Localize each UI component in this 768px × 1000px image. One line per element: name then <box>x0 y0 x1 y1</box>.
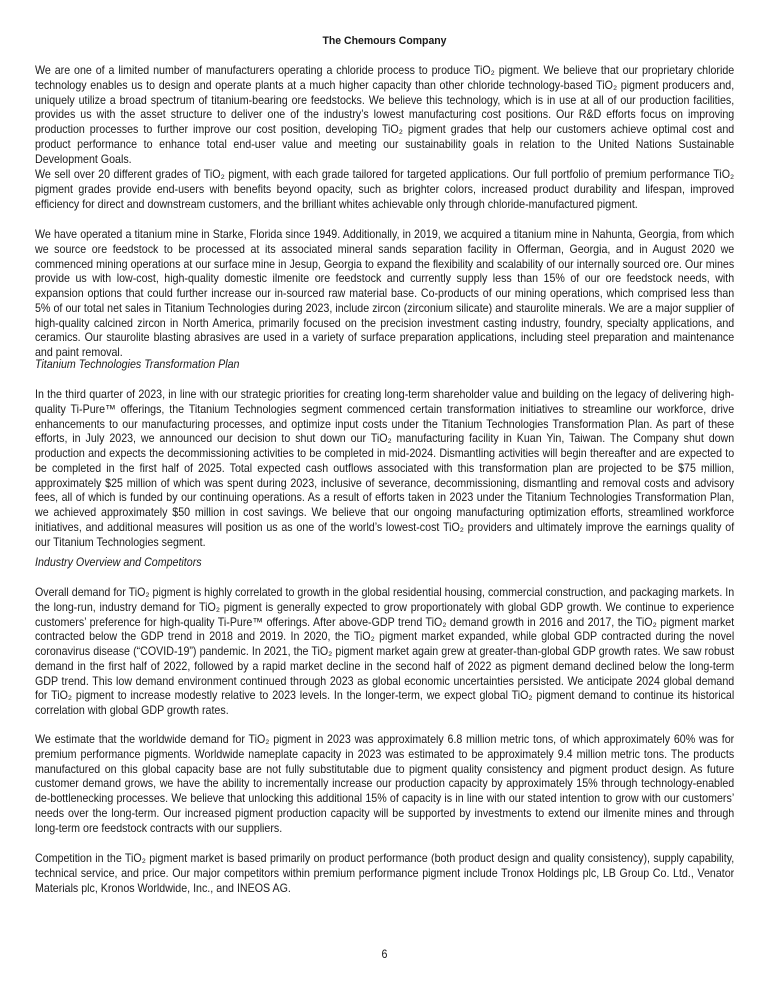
section-heading-industry-overview: Industry Overview and Competitors <box>35 556 202 569</box>
page-number: 6 <box>381 948 388 961</box>
paragraph-chloride-process: We are one of a limited number of manufacturers operating a chloride process to produce TiO₂ pigment. We believe that our proprietary chloride technology enables us to design and operate plants at a much higher capacity than other chloride technology-based TiO₂ pigment producers and, uniquely utilize a broad spectrum of titanium-bearing ore feedstocks. We believe this technology, which is in use at all of our production facilities, provides us with the asset structure to deliver one of the industry’s lowest manufacturing cost positions. Our R&D efforts focus on improving production processes to further improve our cost position, developing TiO₂ pigment grades that help our customers achieve optimal cost and product performance to enhance total end-user value and meeting our sustainability goals in relation to the United Nations Sustainable Development Goals. <box>35 64 735 166</box>
paragraph-titanium-mines: We have operated a titanium mine in Starke, Florida since 1949. Additionally, in 2019, we acquired a titanium mine in Nahunta, Georgia, from which we source ore feedstock to be processed at its associated mineral sands separation facility in Offerman, Georgia, and in August 2020 we commenced mining operations at our surface mine in Jesup, Georgia to expand the flexibility and scalability of our internally sourced ore. Our mines provide us with low-cost, high-quality domestic ilmenite ore feedstock and currently supply less than 15% of our ore feedstock needs, with expansion options that could further increase our in-sourced raw material base. Co-products of our mining operations, which comprised less than 5% of our total net sales in Titanium Technologies during 2023, include zircon (zirconium silicate) and staurolite minerals. We are a major supplier of high-quality calcined zircon in North America, primarily focused on the precision investment casting industry, foundry, specialty applications, and ceramics. Our staurolite blasting abrasives are used in a variety of surface preparation applications, including steel preparation and maintenance and paint removal. <box>35 228 735 359</box>
paragraph-industry-demand: Overall demand for TiO₂ pigment is highly correlated to growth in the global residential housing, commercial construction, and packaging markets. In the long-run, industry demand for TiO₂ pigment is generally expected to grow proportionately with global GDP growth. We continue to experience customers’ preference for high-quality Ti-Pure™ offerings. After above-GDP trend TiO₂ demand growth in 2016 and 2017, the TiO₂ pigment market contracted below the GDP trend in 2018 and 2019. In 2020, the TiO₂ pigment market expanded, while global GDP contracted during the novel coronavirus disease (“COVID-19”) pandemic. In 2021, the TiO₂ pigment market again grew at greater-than-global GDP growth rates. We saw robust demand in the first half of 2022, followed by a rapid market decline in the second half of 2022 as pigment demand declined below the long-term GDP trend. This low demand environment continued through 2023 as global economic uncertainties persisted. We anticipate 2024 global demand for TiO₂ pigment to increase modestly relative to 2023 levels. In the longer-term, we expect global TiO₂ pigment demand to continue its historical correlation with global GDP growth rates. <box>35 586 735 717</box>
paragraph-worldwide-demand: We estimate that the worldwide demand for TiO₂ pigment in 2023 was approximately 6.8 million metric tons, of which approximately 60% was for premium performance pigments. Worldwide nameplate capacity in 2023 was estimated to be approximately 9.4 million metric tons. The products manufactured on this global capacity base are not fully substitutable due to pigment quality consistency and pigment product design. As future customer demand grows, we have the ability to incrementally increase our production capacity by approximately 15% through technology-enabled de-bottlenecking processes. We believe that unlocking this additional 15% of capacity is in line with our stated intention to grow with our customers’ needs over the long-term. Our increased pigment production capacity will be supported by investments to extend our ilmenite mines and through long-term ore feedstock contracts with our suppliers. <box>35 733 735 835</box>
paragraph-transformation-plan: In the third quarter of 2023, in line with our strategic priorities for creating long-term shareholder value and building on the legacy of delivering high-quality Ti-Pure™ offerings, the Titanium Technologies segment commenced certain transformation initiatives to streamline our workforce, drive enhancements to our manufacturing processes, and optimize input costs under the Titanium Technologies Transformation Plan. As part of these efforts, in July 2023, we announced our decision to shut down our TiO₂ manufacturing facility in Kuan Yin, Taiwan. The Company shut down production and expects the decommissioning activities to be completed in mid-2024. Dismantling activities will begin thereafter and are expected to be completed in the first half of 2025. Total expected cash outflows associated with this transformation plan are projected to be $75 million, approximately $25 million of which was spent during 2023, inclusive of severance, decommissioning, dismantling and removal costs and advisory fees, all of which is funded by our continuing operations. As a result of efforts taken in 2023 under the Titanium Technologies Transformation Plan, we achieved approximately $50 million in cost savings. We believe that our ongoing manufacturing optimization efforts, streamlined workforce initiatives, and additional measures will position us as one of the world’s lowest-cost TiO₂ providers and ultimately improve the earnings quality of our Titanium Technologies segment. <box>35 388 735 549</box>
paragraph-pigment-grades: We sell over 20 different grades of TiO₂ pigment, with each grade tailored for targeted applications. Our full portfolio of premium performance TiO₂ pigment grades provide end-users with benefits beyond opacity, such as brighter colors, increased product durability and lifespan, improved efficiency for direct and downstream customers, and the brilliant whites achievable only through chloride-manufactured pigment. <box>35 168 735 211</box>
section-heading-transformation-plan: Titanium Technologies Transformation Plan <box>35 358 240 371</box>
paragraph-competition: Competition in the TiO₂ pigment market is based primarily on product performance (both product design and quality consistency), supply capability, technical service, and price. Our major competitors within premium performance pigment include Tronox Holdings plc, LB Group Co. Ltd., Venator Materials plc, Kronos Worldwide, Inc., and INEOS AG. <box>35 852 735 895</box>
page-title: The Chemours Company <box>322 35 447 47</box>
